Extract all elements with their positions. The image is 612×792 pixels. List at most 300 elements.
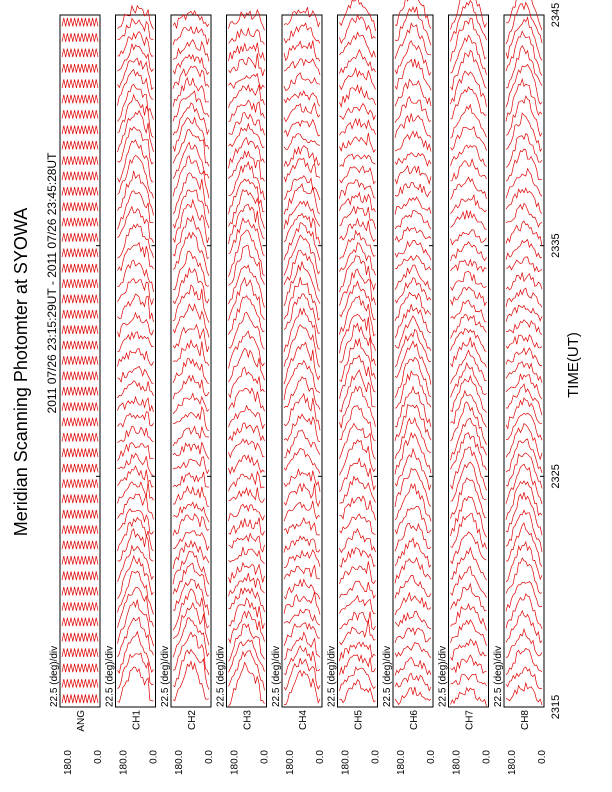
scan-profile [62, 49, 98, 57]
scan-profile [451, 260, 487, 272]
scan-profile [340, 612, 376, 630]
panel-ymin-label: 0.0 [426, 750, 437, 764]
scan-profile [395, 41, 431, 75]
panel-scale-label: 22.5 (deg)/div [160, 645, 171, 707]
scan-profile [284, 73, 320, 91]
scan-profile [62, 172, 98, 181]
scan-profile [173, 190, 209, 228]
scan-profile [451, 532, 487, 564]
scan-profile [118, 140, 154, 182]
panel-traces [62, 18, 98, 703]
scan-profile [229, 246, 265, 286]
scan-profile [506, 453, 542, 489]
scan-profile [173, 376, 209, 400]
scan-profile [118, 381, 154, 398]
scan-profile [451, 674, 487, 686]
panel-channel-label: ANG [76, 710, 87, 732]
scan-profile [62, 295, 98, 304]
scan-profile [340, 104, 376, 120]
scan-profile [340, 269, 376, 305]
scan-profile [118, 95, 154, 138]
chart-time-range: 2011 07/26 23:15:29UT - 2011 07/26 23:45:28UT [45, 152, 59, 414]
scan-profile [451, 391, 487, 428]
scan-profile [506, 305, 542, 321]
scan-profile [451, 210, 487, 229]
scan-profile [451, 496, 487, 537]
scan-profile [118, 366, 154, 383]
scan-profile [284, 23, 320, 43]
scan-profile [229, 190, 265, 229]
panel-ymin-label: 0.0 [315, 750, 326, 764]
scan-profile [395, 612, 431, 630]
scan-profile [118, 529, 154, 561]
chart-title: Meridian Scanning Photomter at SYOWA [11, 207, 31, 537]
panel-scale-label: 22.5 (deg)/div [49, 645, 60, 707]
panel-ymax-label: 180.0 [507, 750, 518, 776]
scan-profile [62, 18, 98, 27]
scan-profile [284, 592, 320, 615]
scan-profile [395, 153, 431, 166]
panel-ch2 [160, 11, 215, 775]
scan-profile [118, 349, 154, 367]
panel-scale-label: 22.5 (deg)/div [104, 645, 116, 707]
scan-profile [173, 117, 209, 151]
scan-profile [229, 100, 265, 121]
panel-ymax-label: 180.0 [340, 750, 352, 776]
scan-profile [62, 402, 98, 410]
scan-profile [173, 55, 209, 74]
scan-profile [451, 566, 487, 597]
scan-profile [62, 141, 98, 150]
scan-profile [229, 518, 265, 536]
scan-profile [62, 433, 98, 442]
scan-profile [395, 211, 431, 230]
scan-profile [173, 103, 209, 135]
scan-profile [340, 680, 376, 703]
scan-profile [506, 272, 542, 289]
panel-frame [60, 15, 100, 707]
scan-profile [173, 407, 209, 431]
scan-profile [62, 218, 98, 227]
scan-profile [506, 683, 542, 705]
scan-profile [62, 203, 98, 211]
scan-profile [506, 492, 542, 535]
scan-profile [451, 584, 487, 611]
scan-profile [173, 340, 209, 366]
scan-profile [340, 219, 376, 242]
panel-scale-label: 22.5 (deg)/div [437, 645, 449, 707]
scan-profile [340, 85, 376, 106]
scan-profile [395, 387, 431, 427]
scan-profile [451, 447, 487, 490]
scan-profile [451, 418, 487, 460]
scan-profile [284, 579, 320, 599]
scan-profile [395, 449, 431, 490]
scan-profile [173, 427, 209, 446]
scan-profile [62, 679, 98, 687]
scan-profile [118, 127, 154, 164]
scan-profile [62, 525, 98, 533]
scan-profile [451, 433, 487, 471]
scan-profile [506, 113, 542, 151]
scan-profile [229, 278, 265, 321]
scan-profile [506, 439, 542, 473]
panel-channel-label: CH1 [131, 710, 143, 731]
scan-profile [229, 124, 265, 148]
panel-group [49, 0, 548, 775]
scan-profile [395, 97, 431, 123]
scan-profile [451, 35, 487, 75]
scan-profile [506, 288, 542, 307]
scan-profile [451, 402, 487, 445]
panel-scale-label: 22.5 (deg)/div [382, 645, 393, 707]
scan-profile [173, 325, 209, 352]
scan-profile [340, 314, 376, 353]
scan-profile [451, 50, 487, 89]
scan-profile [284, 41, 320, 62]
panel-traces [284, 7, 320, 704]
scan-profile [506, 31, 542, 75]
x-tick-label: 2345 [550, 2, 562, 28]
scan-profile [284, 235, 320, 275]
scan-profile [284, 469, 320, 492]
scan-profile [62, 233, 98, 242]
scan-profile [506, 188, 542, 213]
scan-profile [506, 149, 542, 181]
scan-profile [451, 688, 487, 706]
scan-profile [229, 53, 265, 76]
scan-profile [451, 314, 487, 338]
scan-profile [395, 575, 431, 598]
scan-profile [229, 10, 265, 30]
scan-profile [62, 310, 98, 319]
scan-profile [62, 249, 98, 257]
scan-profile [451, 18, 487, 62]
panel-channel-label: CH4 [298, 710, 309, 731]
scan-profile [62, 556, 98, 565]
scan-profile [506, 374, 542, 399]
panel-ymin-label: 0.0 [204, 750, 215, 764]
scan-profile [118, 294, 154, 322]
scan-profile [506, 348, 542, 366]
scan-profile [62, 695, 98, 704]
scan-profile [229, 29, 265, 45]
scan-profile [340, 514, 376, 535]
scan-profile [451, 548, 487, 580]
scan-profile [395, 341, 431, 384]
scan-profile [340, 667, 376, 691]
scan-profile [284, 134, 320, 150]
scan-profile [118, 556, 154, 599]
panel-traces [118, 6, 154, 703]
scan-profile [451, 376, 487, 413]
scan-profile [62, 187, 98, 195]
panel-traces [506, 0, 542, 705]
panel-channel-label: CH6 [409, 710, 420, 731]
scan-profile [62, 110, 98, 118]
scan-profile [229, 487, 265, 502]
scan-profile [395, 0, 431, 29]
scan-profile [395, 240, 431, 260]
scan-profile [173, 304, 209, 337]
scan-profile [506, 96, 542, 136]
scan-profile [229, 388, 265, 411]
scan-profile [451, 177, 487, 199]
scan-profile [395, 79, 431, 106]
scan-profile [229, 534, 265, 552]
scan-profile [451, 604, 487, 630]
scan-profile [62, 664, 98, 672]
scan-profile [284, 430, 320, 458]
scan-profile [506, 558, 542, 594]
x-tick-label: 2315 [550, 694, 562, 720]
scan-profile [395, 593, 431, 615]
scan-profile [284, 623, 320, 646]
scan-profile [62, 602, 98, 610]
scan-profile [395, 131, 431, 151]
scan-profile [395, 643, 431, 658]
scan-profile [118, 260, 154, 292]
scan-profile [395, 673, 431, 690]
scan-profile [62, 64, 98, 72]
scan-profile [173, 11, 209, 29]
scan-profile [173, 472, 209, 487]
x-tick-label: 2335 [550, 233, 562, 258]
scan-profile [62, 510, 98, 519]
scan-profile [229, 296, 265, 335]
scan-profile [62, 541, 98, 549]
scan-profile [62, 33, 98, 42]
scan-profile [340, 180, 376, 199]
scan-profile [284, 342, 320, 384]
scan-profile [340, 548, 376, 567]
scan-profile [229, 455, 265, 473]
panel-channel-label: CH2 [187, 710, 198, 731]
scan-profile [340, 256, 376, 293]
panel-ymax-label: 180.0 [285, 750, 296, 776]
scan-profile [284, 213, 320, 244]
scan-profile [451, 639, 487, 660]
panel-ymin-label: 0.0 [370, 750, 382, 764]
scan-profile [451, 462, 487, 501]
scan-profile [506, 320, 542, 335]
scan-profile [118, 482, 154, 504]
scan-profile [173, 649, 209, 689]
scan-profile [395, 316, 431, 351]
scan-profile [395, 628, 431, 643]
scan-profile [62, 648, 98, 657]
scan-profile [284, 518, 320, 535]
scan-profile [340, 596, 376, 614]
scan-profile [506, 240, 542, 260]
panel-ymax-label: 180.0 [174, 750, 185, 776]
scan-profile [62, 356, 98, 365]
panel-scale-label: 22.5 (deg)/div [271, 645, 282, 707]
scan-profile [173, 457, 209, 474]
scan-profile [229, 113, 265, 136]
scan-profile [395, 687, 431, 705]
panel-ymin-label: 0.0 [148, 750, 160, 764]
panel-ch1 [105, 6, 160, 775]
scan-profile [284, 501, 320, 521]
scan-profile [284, 565, 320, 579]
scan-profile [340, 655, 376, 675]
scan-profile [506, 667, 542, 689]
scan-profile [506, 257, 542, 272]
panel-traces [451, 0, 487, 706]
scan-profile [118, 207, 154, 243]
scan-profile [340, 243, 376, 275]
scan-profile [506, 169, 542, 199]
panel-traces [229, 10, 265, 706]
scan-profile [173, 541, 209, 569]
panel-ymin-label: 0.0 [481, 750, 493, 764]
scan-profile [395, 657, 431, 675]
scan-profile [506, 134, 542, 168]
scan-profile [395, 433, 431, 475]
panel-ch8 [493, 0, 548, 775]
panel-ch4 [271, 7, 326, 775]
scan-profile [173, 661, 209, 700]
scan-profile [340, 561, 376, 583]
scan-profile [395, 227, 431, 242]
scan-profile [284, 59, 320, 75]
scan-profile [284, 670, 320, 704]
scan-profile [229, 547, 265, 564]
scan-profile [118, 426, 154, 442]
panel-ymax-label: 180.0 [396, 750, 407, 776]
panel-ch5 [327, 0, 382, 775]
scan-profile [506, 481, 542, 520]
scan-profile [62, 633, 98, 642]
scan-profile [284, 120, 320, 137]
panel-traces [173, 11, 209, 701]
scan-profile [506, 523, 542, 566]
panel-ch3 [216, 10, 271, 775]
panel-channel-label: CH8 [520, 710, 531, 731]
scan-profile [506, 335, 542, 348]
scan-profile [451, 195, 487, 214]
scan-profile [118, 58, 154, 89]
scan-profile [118, 332, 154, 352]
scan-profile [506, 464, 542, 504]
scan-profile [229, 406, 265, 429]
panel-ymax-label: 180.0 [63, 750, 74, 776]
scan-profile [62, 495, 98, 504]
scan-profile [173, 589, 209, 630]
scan-profile [340, 529, 376, 553]
panel-traces [395, 0, 431, 704]
x-axis-label: TIME(UT) [565, 332, 582, 398]
scan-profile [506, 648, 542, 674]
scan-profile [62, 387, 98, 395]
scan-profile [173, 66, 209, 89]
scan-profile [173, 359, 209, 384]
scan-profile [62, 618, 98, 626]
scan-profile [395, 371, 431, 408]
scan-profile [284, 184, 320, 215]
panel-ch7 [438, 0, 493, 775]
scan-profile [229, 265, 265, 307]
scan-profile [395, 357, 431, 397]
scan-profile [118, 44, 154, 72]
scan-profile [62, 464, 98, 472]
scan-profile [284, 103, 320, 121]
panel-scale-label: 22.5 (deg)/div [493, 645, 504, 707]
scan-profile [284, 484, 320, 507]
scan-profile [395, 183, 431, 197]
scan-profile [395, 255, 431, 270]
scan-profile [340, 133, 376, 152]
scan-profile [62, 479, 98, 487]
scan-profile [229, 43, 265, 61]
scan-profile [284, 325, 320, 368]
scan-profile [62, 587, 98, 596]
scan-profile [118, 412, 154, 427]
scan-profile [118, 600, 154, 646]
scan-profile [284, 609, 320, 625]
panel-ymax-label: 180.0 [118, 750, 130, 776]
scan-profile [506, 384, 542, 415]
scan-profile [62, 418, 98, 427]
panel-channel-label: CH7 [464, 710, 476, 731]
scan-profile [506, 611, 542, 643]
scan-profile [395, 166, 431, 184]
scan-profile [62, 126, 98, 134]
scan-profile [451, 337, 487, 367]
panel-ymin-label: 0.0 [537, 750, 548, 764]
scan-profile [284, 7, 320, 26]
scan-profile [395, 197, 431, 215]
scan-profile [340, 154, 376, 166]
panel-scale-label: 22.5 (deg)/div [215, 645, 227, 707]
scan-profile [118, 397, 154, 412]
panel-ymin-label: 0.0 [93, 750, 104, 764]
scan-profile [62, 95, 98, 104]
x-tick-label: 2325 [550, 464, 562, 489]
scan-profile [340, 119, 376, 136]
scan-profile [451, 300, 487, 322]
scan-profile [229, 663, 265, 707]
scan-profile [62, 264, 98, 272]
scan-profile [62, 279, 98, 288]
scan-profile [173, 632, 209, 675]
scan-profile [62, 326, 98, 334]
panel-traces [340, 0, 376, 703]
scan-profile [451, 145, 487, 166]
scan-profile [118, 443, 154, 461]
scan-profile [229, 423, 265, 441]
scan-profile [229, 439, 265, 457]
panel-channel-label: CH3 [242, 710, 254, 731]
x-axis-ticks [550, 3, 562, 719]
panel-scale-label: 22.5 (deg)/div [326, 645, 338, 707]
scan-profile [229, 640, 265, 673]
scan-profile [340, 15, 376, 43]
scan-profile [506, 629, 542, 658]
scan-profile [62, 341, 98, 349]
panel-ymax-label: 180.0 [229, 750, 241, 776]
scan-profile [451, 363, 487, 398]
scan-profile [395, 113, 431, 137]
panel-ymax-label: 180.0 [451, 750, 463, 776]
scan-profile [506, 362, 542, 383]
scan-profile [340, 477, 376, 504]
scan-profile [395, 558, 431, 584]
scan-profile [62, 372, 98, 381]
scan-profile [229, 367, 265, 397]
scan-profile [506, 17, 542, 60]
